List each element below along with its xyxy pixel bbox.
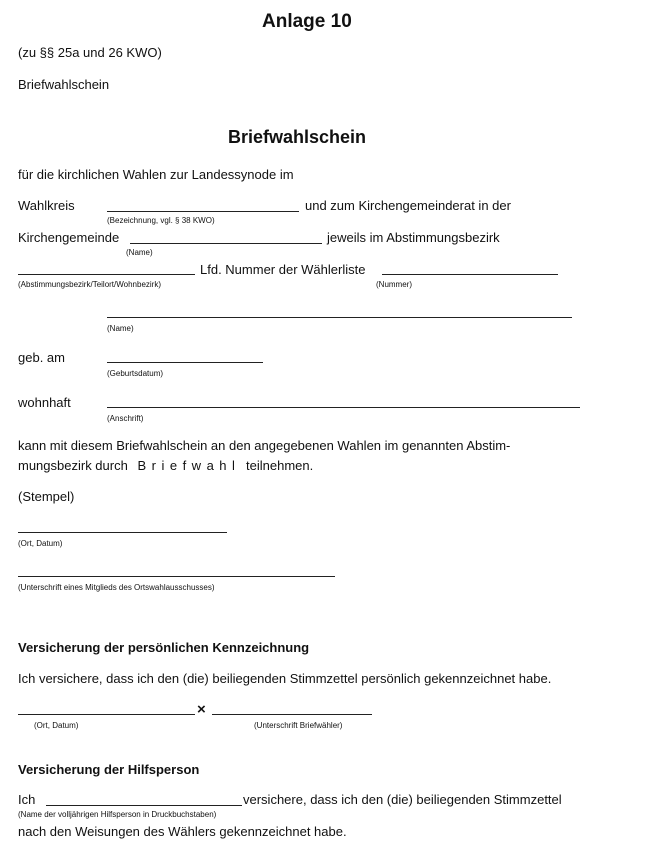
name-field[interactable] xyxy=(107,317,572,318)
statement-line2-pre: mungsbezirk durch xyxy=(18,458,128,473)
legal-reference: (zu §§ 25a und 26 KWO) xyxy=(18,45,162,60)
kirchengemeinde-label: Kirchengemeinde xyxy=(18,230,120,245)
name-hint: (Name) xyxy=(107,324,134,333)
statement-line2-post: teilnehmen. xyxy=(246,458,314,473)
kennzeichnung-heading: Versicherung der persönlichen Kennzeichnung xyxy=(18,640,310,655)
stempel-label: (Stempel) xyxy=(18,489,75,504)
kennzeichnung-ort-datum-hint: (Ort, Datum) xyxy=(34,721,79,730)
hilfsperson-name-hint: (Name der volljährigen Hilfsperson in Druckbuchstaben) xyxy=(18,810,217,819)
ort-datum-hint: (Ort, Datum) xyxy=(18,539,63,548)
geburtsdatum-hint: (Geburtsdatum) xyxy=(107,369,164,378)
wahlkreis-label: Wahlkreis xyxy=(18,198,75,213)
abstimmungsbezirk-hint: (Abstimmungsbezirk/Teilort/Wohnbezirk) xyxy=(18,280,162,289)
wohnhaft-label: wohnhaft xyxy=(18,395,71,410)
kennzeichnung-unterschrift-field[interactable] xyxy=(212,714,372,715)
wahlkreis-field[interactable] xyxy=(107,211,299,212)
kennzeichnung-text: Ich versichere, dass ich den (die) beiliegenden Stimmzettel persönlich gekennzeichnet habe. xyxy=(18,671,552,686)
statement-briefwahl: Briefwahl xyxy=(137,458,241,473)
annex-title: Anlage 10 xyxy=(262,11,352,32)
lfd-nummer-field[interactable] xyxy=(382,274,558,275)
cross-mark: × xyxy=(197,701,206,718)
geb-label: geb. am xyxy=(18,350,65,365)
geburtsdatum-field[interactable] xyxy=(107,362,263,363)
document-label: Briefwahlschein xyxy=(18,77,110,92)
unterschrift-ausschuss-hint: (Unterschrift eines Mitglieds des Ortswahlausschusses) xyxy=(18,583,215,592)
statement-line2 xyxy=(18,458,313,473)
statement-line1: kann mit diesem Briefwahlschein an den angegebenen Wahlen im genannten Abstim- xyxy=(18,438,511,453)
intro-text: für die kirchlichen Wahlen zur Landessynode im xyxy=(18,167,294,182)
abstimmungsbezirk-field[interactable] xyxy=(18,274,195,275)
nummer-hint: (Nummer) xyxy=(376,280,412,289)
lfd-nummer-label: Lfd. Nummer der Wählerliste xyxy=(200,262,366,277)
anschrift-hint: (Anschrift) xyxy=(107,414,144,423)
hilfsperson-text-line2: nach den Weisungen des Wählers gekennzeichnet habe. xyxy=(18,824,347,839)
kennzeichnung-unterschrift-hint: (Unterschrift Briefwähler) xyxy=(254,721,343,730)
name-hint-kirchengemeinde: (Name) xyxy=(126,248,153,257)
wahlkreis-hint: (Bezeichnung, vgl. § 38 KWO) xyxy=(107,216,215,225)
form-title: Briefwahlschein xyxy=(228,127,367,147)
anschrift-field[interactable] xyxy=(107,407,580,408)
hilfsperson-name-field[interactable] xyxy=(46,805,242,806)
ort-datum-field[interactable] xyxy=(18,532,227,533)
hilfsperson-text: versichere, dass ich den (die) beiliegenden Stimmzettel xyxy=(243,792,562,807)
hilfsperson-heading: Versicherung der Hilfsperson xyxy=(18,762,200,777)
abstimmungsbezirk-text: jeweils im Abstimmungsbezirk xyxy=(327,230,500,245)
kirchengemeinderat-text: und zum Kirchengemeinderat in der xyxy=(305,198,511,213)
kirchengemeinde-field[interactable] xyxy=(130,243,322,244)
unterschrift-ausschuss-field[interactable] xyxy=(18,576,335,577)
hilfsperson-ich: Ich xyxy=(18,792,36,807)
kennzeichnung-ort-datum-field[interactable] xyxy=(18,714,195,715)
